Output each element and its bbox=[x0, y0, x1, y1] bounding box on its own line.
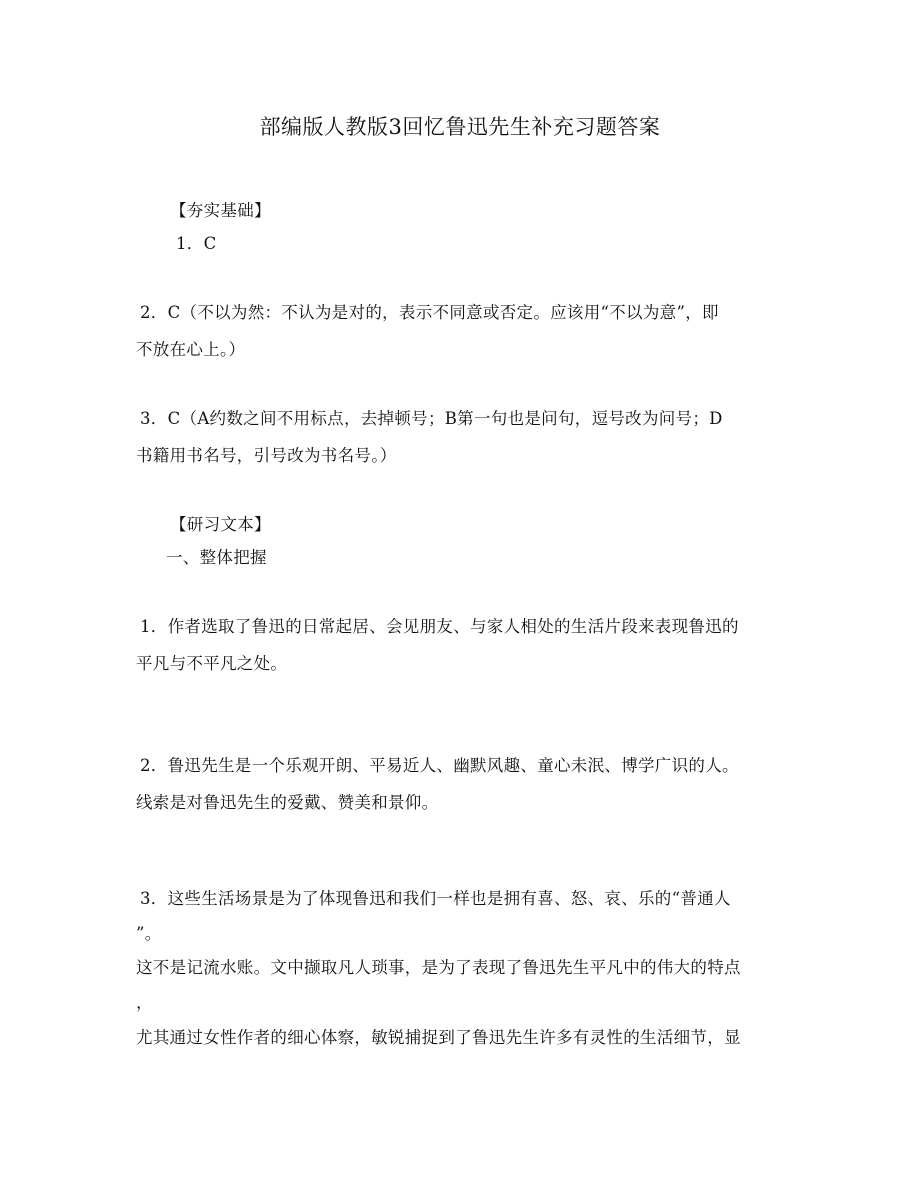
study-3-line-4: ， bbox=[136, 993, 153, 1012]
study-3-line-5: 尤其通过女性作者的细心体察，敏锐捕捉到了鲁迅先生许多有灵性的生活细节，显 bbox=[136, 1028, 741, 1047]
study-3-line-3: 这不是记流水账。文中撷取凡人琐事，是为了表现了鲁迅先生平凡中的伟大的特点 bbox=[136, 958, 741, 977]
subheading-overall: 一、整体把握 bbox=[166, 548, 267, 567]
answer-3-line-1: 3．C（A约数之间不用标点，去掉顿号；B第一句也是问句，逗号改为问号；D bbox=[140, 409, 723, 428]
study-2-line-1: 2．鲁迅先生是一个乐观开朗、平易近人、幽默风趣、童心未泯、博学广识的人。 bbox=[140, 756, 739, 775]
study-3-line-2: ”。 bbox=[136, 924, 162, 943]
answer-1-line-1: 1．C bbox=[176, 234, 217, 253]
study-3-line-1: 3．这些生活场景是为了体现鲁迅和我们一样也是拥有喜、怒、哀、乐的“普通人 bbox=[140, 889, 731, 908]
answer-2-line-2: 不放在心上。） bbox=[136, 340, 246, 359]
document-title: 部编版人教版3回忆鲁迅先生补充习题答案 bbox=[259, 115, 661, 139]
study-1-line-2: 平凡与不平凡之处。 bbox=[136, 654, 288, 673]
answer-3-line-2: 书籍用书名号，引号改为书名号。） bbox=[136, 446, 397, 465]
answer-2-line-1: 2．C（不以为然：不认为是对的，表示不同意或否定。应该用“不以为意”，即 bbox=[140, 303, 719, 322]
study-1-line-1: 1．作者选取了鲁迅的日常起居、会见朋友、与家人相处的生活片段来表现鲁迅的 bbox=[140, 617, 739, 636]
section-heading-basics: 【夯实基础】 bbox=[170, 201, 271, 220]
study-2-line-2: 线索是对鲁迅先生的爱戴、赞美和景仰。 bbox=[136, 793, 439, 812]
section-heading-study: 【研习文本】 bbox=[170, 515, 271, 534]
